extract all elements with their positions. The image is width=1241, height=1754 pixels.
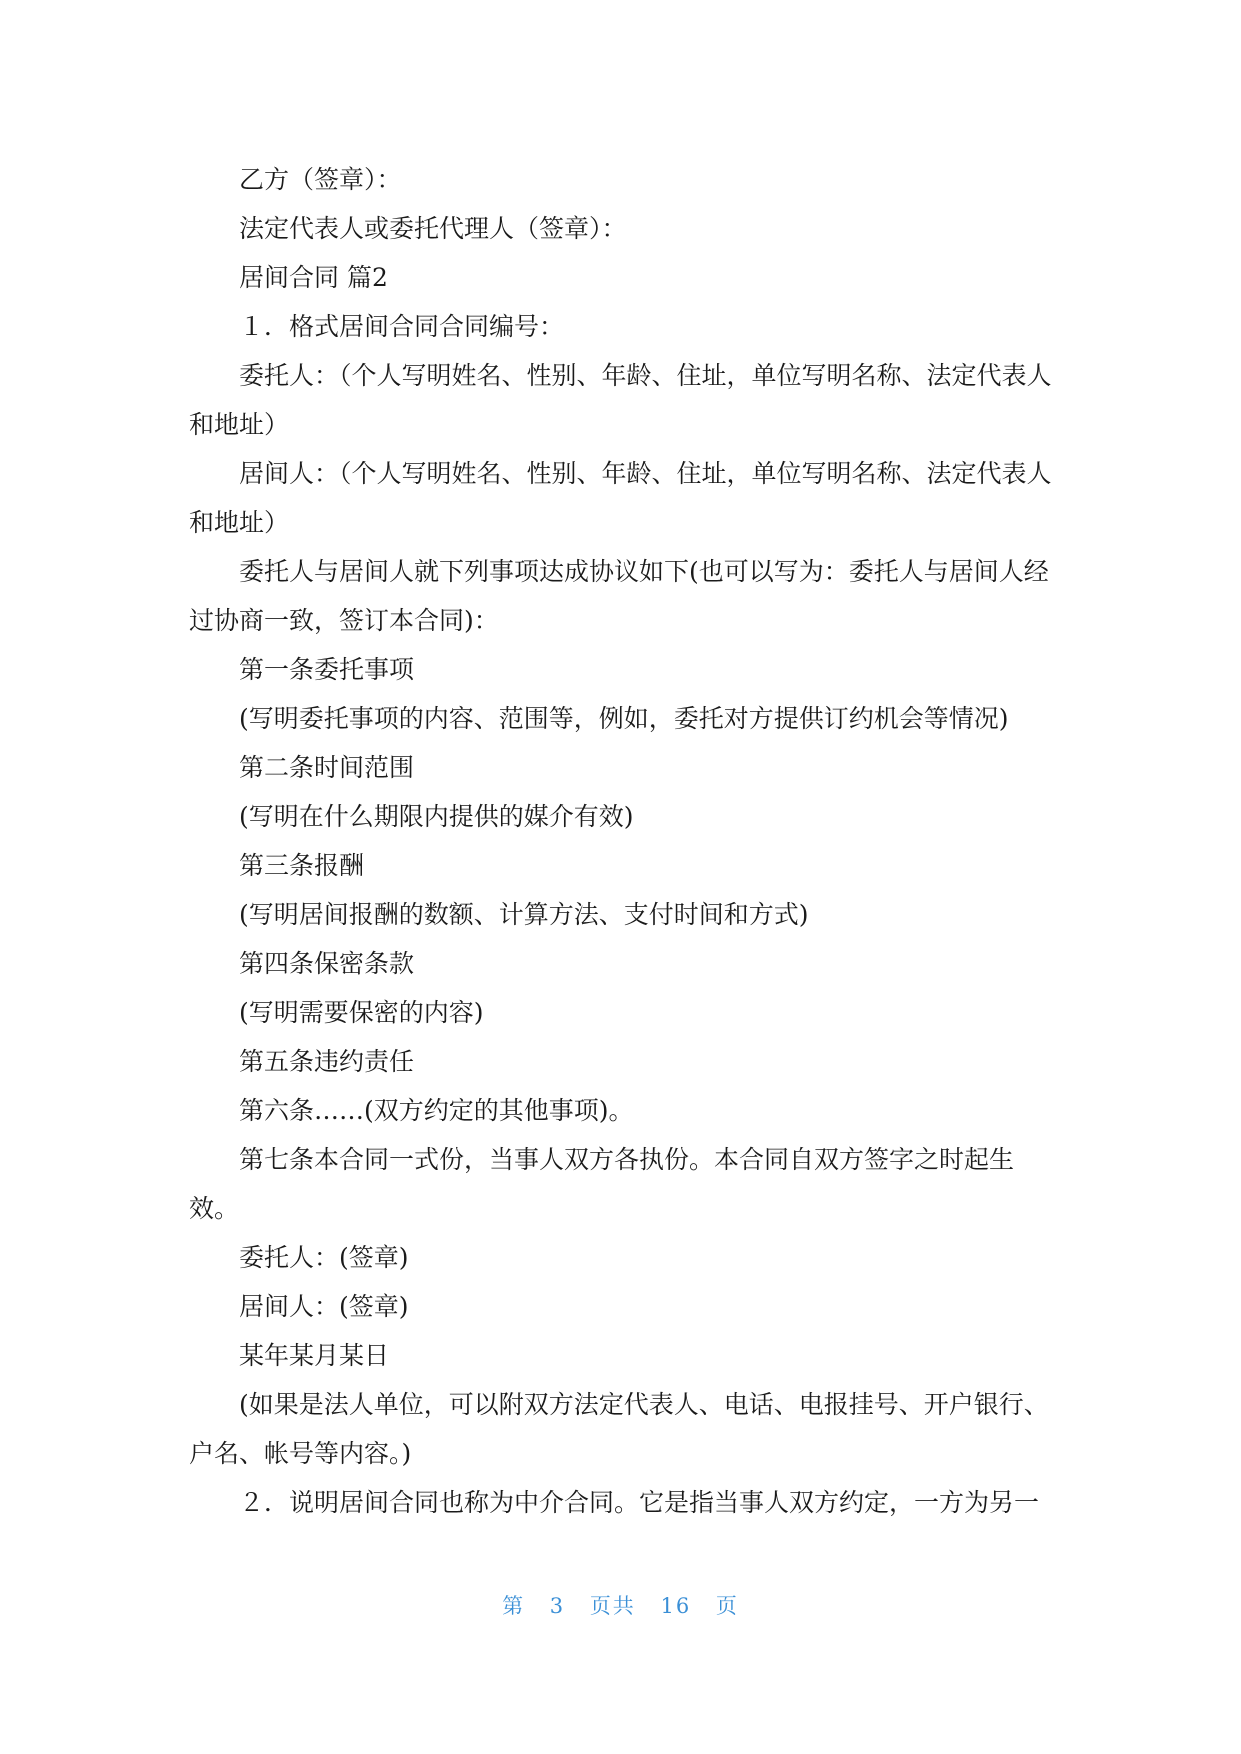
date-line: 某年某月某日	[239, 1341, 390, 1370]
page-footer	[0, 1590, 1241, 1620]
total-pages-number: 16	[660, 1594, 692, 1618]
clause-heading: 第六条……(双方约定的其他事项)。	[239, 1096, 634, 1125]
clause-heading: 第三条报酬	[239, 851, 365, 880]
signature-line: 委托人：(签章)	[239, 1243, 409, 1272]
footer-middle: 页共	[589, 1594, 636, 1618]
footer-prefix: 第	[502, 1594, 526, 1618]
paragraph: (写明在什么期限内提供的媒介有效)	[239, 802, 634, 831]
document-body	[189, 155, 1059, 1527]
paragraph: (写明委托事项的内容、范围等，例如，委托对方提供订约机会等情况)	[239, 704, 1009, 733]
paragraph: (如果是法人单位，可以附双方法定代表人、电话、电报挂号、开户银行、户名、帐号等内容。)	[189, 1390, 1049, 1468]
paragraph: 委托人与居间人就下列事项达成协议如下(也可以写为：委托人与居间人经过协商一致，签订本合同)：	[189, 557, 1049, 635]
signature-line: 居间人：(签章)	[239, 1292, 409, 1321]
clause-heading: 第五条违约责任	[239, 1047, 415, 1076]
footer-suffix: 页	[715, 1594, 739, 1618]
paragraph: (写明需要保密的内容)	[239, 998, 484, 1027]
paragraph: 乙方（签章）：	[239, 165, 402, 194]
paragraph: (写明居间报酬的数额、计算方法、支付时间和方式)	[239, 900, 809, 929]
paragraph: １．格式居间合同合同编号：	[239, 312, 565, 341]
clause-heading: 第一条委托事项	[239, 655, 415, 684]
paragraph: 委托人：（个人写明姓名、性别、年龄、住址，单位写明名称、法定代表人和地址）	[189, 361, 1052, 439]
paragraph: ２．说明居间合同也称为中介合同。它是指当事人双方约定，一方为另一	[239, 1488, 1040, 1517]
paragraph: 第七条本合同一式份，当事人双方各执份。本合同自双方签字之时起生效。	[189, 1145, 1015, 1223]
current-page-number: 3	[549, 1594, 566, 1618]
clause-heading: 第二条时间范围	[239, 753, 415, 782]
clause-heading: 第四条保密条款	[239, 949, 415, 978]
paragraph: 法定代表人或委托代理人（签章）：	[239, 214, 627, 243]
section-heading: 居间合同 篇2	[239, 263, 388, 292]
paragraph: 居间人：（个人写明姓名、性别、年龄、住址，单位写明名称、法定代表人和地址）	[189, 459, 1052, 537]
